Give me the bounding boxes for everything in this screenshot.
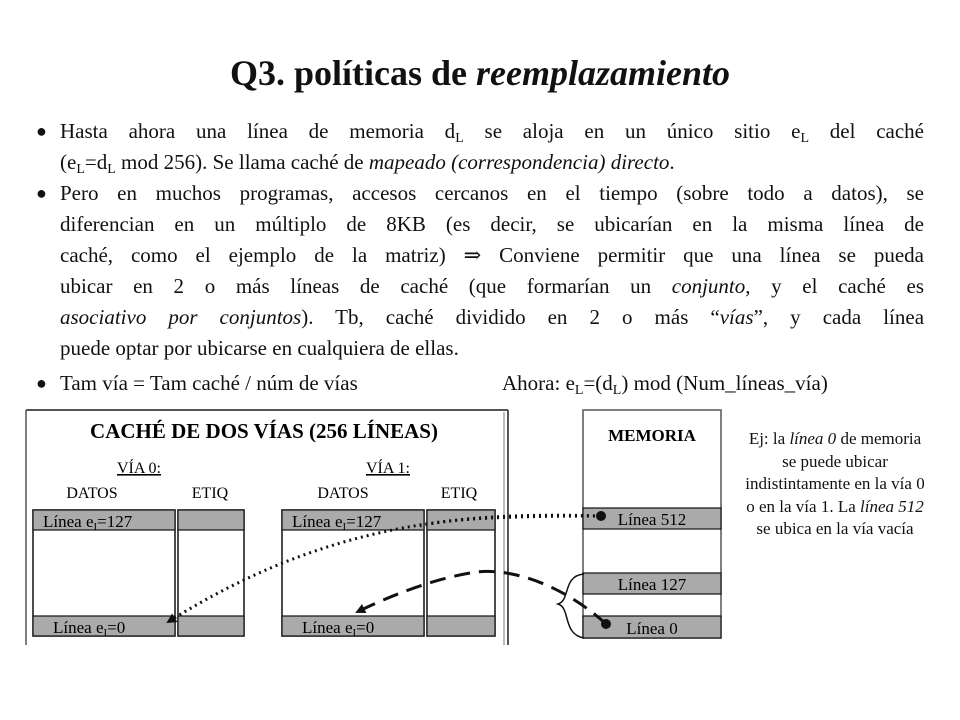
- way-1: [282, 458, 495, 639]
- bullet-line: ubicar en 2 o más líneas de caché (que formarían un conjunto, y el caché es: [60, 274, 924, 298]
- way-1-line-127-label: Línea eI=127: [292, 512, 382, 533]
- cache-title: CACHÉ DE DOS VÍAS (256 LÍNEAS): [90, 419, 438, 443]
- bullet-icon: ●: [36, 373, 47, 393]
- example-note: Ej: la línea 0 de memoria se puede ubicar indistintamente en la vía 0 o en la vía 1. La línea 512 se ubica en la vía vacía: [745, 429, 925, 538]
- way-1-etiq-header: ETIQ: [440, 485, 478, 502]
- way-0-line-127-label: Línea eI=127: [43, 512, 133, 533]
- way-0-tag-0: [178, 616, 244, 636]
- bullet-line: ($e_L=d_L$ mod 256). Se llama caché de mapeado (correspondencia) directo.: [60, 150, 675, 177]
- way-0: [33, 458, 244, 639]
- way-0-etiq-header: ETIQ: [191, 485, 229, 502]
- way-0-line-0-label: Línea eI=0: [53, 618, 126, 639]
- memory-title: MEMORIA: [608, 426, 696, 445]
- way-1-line-0-label: Línea eI=0: [302, 618, 375, 639]
- way-0-datos-header: DATOS: [66, 485, 118, 502]
- way-1-datos-header: DATOS: [317, 485, 369, 502]
- bullet-icon: ●: [36, 121, 47, 141]
- way-0-label: VÍA 0:: [117, 460, 161, 477]
- memory-line-127-label: Línea 127: [617, 575, 687, 594]
- bullet-line: caché, como el ejemplo de la matriz) ⇒ Conviene permitir que una línea se pueda: [60, 243, 924, 267]
- bullet-line: diferencian en un múltiplo de 8KB (es decir, se ubicarían en la misma línea de: [60, 212, 924, 236]
- bullet-line: Pero en muchos programas, accesos cercanos en el tiempo (sobre todo a datos), se: [60, 181, 924, 205]
- bullet-line: Tam vía = Tam caché / núm de vías: [60, 371, 358, 395]
- mapping-formula: Ahora: $e_L=(d_L)$ mod (Num_líneas_vía): [502, 371, 828, 398]
- bullet-line: Hasta ahora una línea de memoria $d_L$ se aloja en un único sitio $e_L$ del caché: [60, 119, 924, 146]
- memory-line-0-label: Línea 0: [626, 619, 678, 638]
- memory-brace: [558, 574, 584, 638]
- way-0-tag-127: [178, 510, 244, 530]
- page-title: Q3. políticas de reemplazamiento: [229, 53, 730, 93]
- way-1-label: VÍA 1:: [366, 460, 410, 477]
- bullet-line: puede optar por ubicarse en cualquiera de ellas.: [60, 336, 459, 360]
- bullet-line: asociativo por conjuntos). Tb, caché dividido en 2 o más “vías”, y cada línea: [60, 305, 925, 329]
- way-1-tag-0: [427, 616, 495, 636]
- bullet-icon: ●: [36, 183, 47, 203]
- memory-line-512-label: Línea 512: [617, 510, 687, 529]
